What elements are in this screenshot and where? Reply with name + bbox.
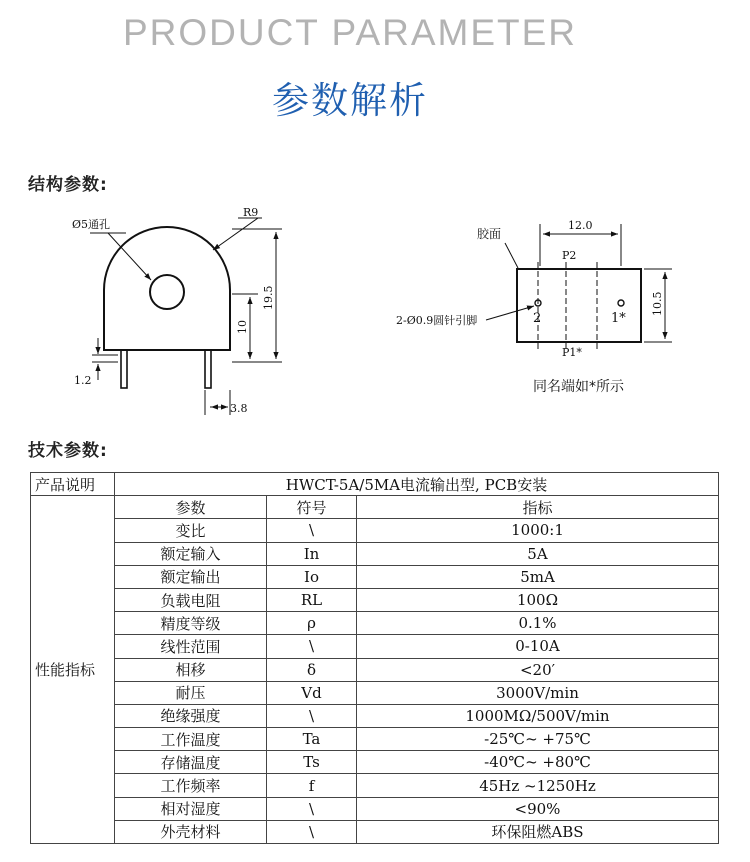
pin-left <box>121 350 127 388</box>
header-param: 参数 <box>115 496 267 519</box>
table-row <box>31 635 719 658</box>
param-value: 环保阻燃ABS <box>357 820 719 843</box>
param-value: <90% <box>357 797 719 820</box>
param-value: 45Hz ~1250Hz <box>357 774 719 797</box>
param-symbol: \ <box>267 820 357 843</box>
table-row <box>31 565 719 588</box>
table-header-row <box>31 496 719 519</box>
param-name: 绝缘强度 <box>115 704 267 727</box>
product-row <box>31 473 719 496</box>
body-height-label: 10 <box>236 320 249 334</box>
param-name: 线性范围 <box>115 635 267 658</box>
param-value: -40℃~ +80℃ <box>357 751 719 774</box>
param-name: 工作温度 <box>115 728 267 751</box>
table-row <box>31 820 719 843</box>
param-symbol: Ts <box>267 751 357 774</box>
param-symbol: Io <box>267 565 357 588</box>
param-symbol: In <box>267 542 357 565</box>
param-name: 相对湿度 <box>115 797 267 820</box>
product-description: HWCT-5A/5MA电流输出型, PCB安装 <box>115 473 719 496</box>
param-name: 额定输出 <box>115 565 267 588</box>
param-symbol: RL <box>267 588 357 611</box>
structure-section-title: 结构参数: <box>28 175 108 195</box>
param-symbol: f <box>267 774 357 797</box>
pin-p1-label: P1* <box>562 346 582 359</box>
param-name: 工作频率 <box>115 774 267 797</box>
total-height-label: 19.5 <box>262 285 275 310</box>
header-title-english: PRODUCT PARAMETER <box>122 12 578 53</box>
param-name: 额定输入 <box>115 542 267 565</box>
param-name: 相移 <box>115 658 267 681</box>
header-value: 指标 <box>357 496 719 519</box>
param-value: 0.1% <box>357 612 719 635</box>
param-name: 负载电阻 <box>115 588 267 611</box>
param-symbol: \ <box>267 635 357 658</box>
param-value: 1000:1 <box>357 519 719 542</box>
param-symbol: δ <box>267 658 357 681</box>
spec-table <box>30 472 719 844</box>
depth-label: 10.5 <box>651 291 664 316</box>
table-row <box>31 658 719 681</box>
pin-1-dot <box>618 300 624 306</box>
top-view-dimension-lines <box>486 224 672 342</box>
header-symbol: 符号 <box>267 496 357 519</box>
radius-label: R9 <box>243 206 259 219</box>
table-row <box>31 588 719 611</box>
table-row <box>31 797 719 820</box>
param-symbol: \ <box>267 704 357 727</box>
param-value: -25℃~ +75℃ <box>357 728 719 751</box>
product-label: 产品说明 <box>31 473 115 496</box>
param-symbol: \ <box>267 797 357 820</box>
param-value: 5mA <box>357 565 719 588</box>
front-view-drawing <box>104 227 230 388</box>
glue-surface-label: 胶面 <box>477 227 502 241</box>
front-view-dimension-lines <box>90 218 282 415</box>
pin-offset-label: 1.2 <box>74 374 92 387</box>
param-name: 外壳材料 <box>115 820 267 843</box>
width-label: 12.0 <box>568 219 593 232</box>
pin-2-label: 2 <box>533 311 542 326</box>
pin-right <box>205 350 211 388</box>
param-name: 精度等级 <box>115 612 267 635</box>
param-name: 变比 <box>115 519 267 542</box>
polarity-caption: 同名端如*所示 <box>533 379 624 395</box>
pin-length-label: 3.8 <box>230 402 248 415</box>
header-title-chinese: 参数解析 <box>272 79 428 122</box>
param-value: 1000MΩ/500V/min <box>357 704 719 727</box>
table-row <box>31 774 719 797</box>
top-view-drawing <box>517 262 641 350</box>
param-name: 耐压 <box>115 681 267 704</box>
param-symbol: \ <box>267 519 357 542</box>
param-name: 存储温度 <box>115 751 267 774</box>
table-row <box>31 681 719 704</box>
hole-label: Ø5通孔 <box>72 218 111 231</box>
through-hole <box>150 275 184 309</box>
param-symbol: ρ <box>267 612 357 635</box>
table-row <box>31 612 719 635</box>
tech-section-title: 技术参数: <box>28 441 108 461</box>
param-value: 100Ω <box>357 588 719 611</box>
table-row <box>31 519 719 542</box>
pin-1-label: 1* <box>611 311 626 326</box>
pin-spec-label: 2-Ø0.9圆针引脚 <box>396 314 478 327</box>
pin-p2-label: P2 <box>562 249 577 262</box>
param-value: <20′ <box>357 658 719 681</box>
param-value: 5A <box>357 542 719 565</box>
param-value: 0-10A <box>357 635 719 658</box>
param-symbol: Vd <box>267 681 357 704</box>
param-value: 3000V/min <box>357 681 719 704</box>
table-row <box>31 704 719 727</box>
param-symbol: Ta <box>267 728 357 751</box>
table-row <box>31 542 719 565</box>
table-row <box>31 751 719 774</box>
front-view-body-outline <box>104 227 230 350</box>
group-label: 性能指标 <box>31 496 115 844</box>
table-row <box>31 728 719 751</box>
